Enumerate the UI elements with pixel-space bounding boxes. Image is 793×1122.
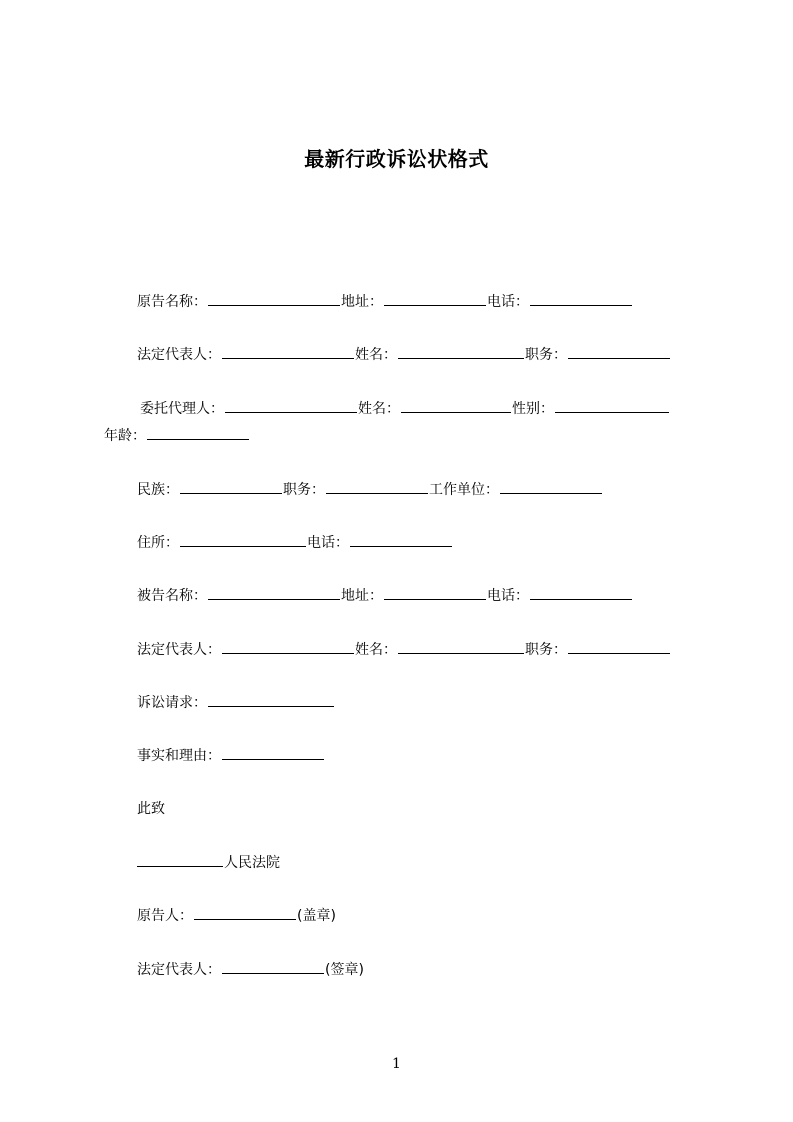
agent-position-blank[interactable] <box>326 480 428 494</box>
legal-rep-label: 法定代表人： <box>137 347 221 363</box>
agent-age-label: 年龄： <box>104 428 146 444</box>
legal-rep-sign-row <box>137 960 364 979</box>
agent-label: 委托代理人： <box>140 401 224 417</box>
seal-label: (盖章) <box>297 908 336 924</box>
work-unit-blank[interactable] <box>500 480 602 494</box>
legal-rep-sign-blank[interactable] <box>222 960 324 974</box>
agent-detail-row <box>137 480 603 499</box>
page-number: 1 <box>392 1056 401 1072</box>
agent-age-row <box>104 426 250 445</box>
defendant-rep-position-label: 职务： <box>525 642 567 658</box>
document-title: 最新行政诉讼状格式 <box>304 147 489 171</box>
facts-blank[interactable] <box>222 746 324 760</box>
plaintiff-phone-blank[interactable] <box>530 292 632 306</box>
plaintiff-address-label: 地址： <box>341 294 383 310</box>
agent-position-label: 职务： <box>283 482 325 498</box>
ethnicity-blank[interactable] <box>180 480 282 494</box>
plaintiff-name-blank[interactable] <box>208 292 340 306</box>
defendant-legal-rep-row <box>137 640 671 659</box>
legal-rep-blank[interactable] <box>222 345 354 359</box>
legal-rep-sign-label: 法定代表人： <box>137 962 221 978</box>
defendant-address-blank[interactable] <box>384 586 486 600</box>
agent-age-blank[interactable] <box>147 426 249 440</box>
agent-row <box>140 399 670 418</box>
agent-name-label: 姓名： <box>358 401 400 417</box>
residence-phone-blank[interactable] <box>350 533 452 547</box>
plaintiff-sign-row <box>137 906 336 925</box>
residence-row <box>137 533 453 552</box>
claims-row <box>137 693 335 712</box>
court-row <box>137 853 280 872</box>
plaintiff-sign-blank[interactable] <box>194 906 296 920</box>
signature-label: (签章) <box>325 962 364 978</box>
defendant-phone-blank[interactable] <box>530 586 632 600</box>
ethnicity-label: 民族： <box>137 482 179 498</box>
plaintiff-address-blank[interactable] <box>384 292 486 306</box>
agent-blank[interactable] <box>225 399 357 413</box>
defendant-phone-label: 电话： <box>487 588 529 604</box>
agent-gender-blank[interactable] <box>555 399 669 413</box>
legal-rep-position-blank[interactable] <box>568 345 670 359</box>
legal-rep-name-blank[interactable] <box>398 345 524 359</box>
plaintiff-legal-rep-row <box>137 345 671 364</box>
residence-label: 住所： <box>137 535 179 551</box>
defendant-name-label: 被告名称： <box>137 588 207 604</box>
salutation: 此致 <box>137 801 165 817</box>
defendant-rep-name-label: 姓名： <box>355 642 397 658</box>
defendant-info-row <box>137 586 633 605</box>
defendant-rep-position-blank[interactable] <box>568 640 670 654</box>
legal-rep-position-label: 职务： <box>525 347 567 363</box>
plaintiff-info-row <box>137 292 633 311</box>
residence-phone-label: 电话： <box>307 535 349 551</box>
court-blank[interactable] <box>137 853 223 867</box>
defendant-name-blank[interactable] <box>208 586 340 600</box>
claims-label: 诉讼请求： <box>137 695 207 711</box>
legal-rep-name-label: 姓名： <box>355 347 397 363</box>
claims-blank[interactable] <box>208 693 334 707</box>
court-label: 人民法院 <box>224 855 280 871</box>
defendant-legal-rep-label: 法定代表人： <box>137 642 221 658</box>
defendant-rep-name-blank[interactable] <box>398 640 524 654</box>
plaintiff-phone-label: 电话： <box>487 294 529 310</box>
residence-blank[interactable] <box>180 533 306 547</box>
work-unit-label: 工作单位： <box>429 482 499 498</box>
agent-gender-label: 性别： <box>512 401 554 417</box>
defendant-address-label: 地址： <box>341 588 383 604</box>
facts-label: 事实和理由： <box>137 748 221 764</box>
defendant-legal-rep-blank[interactable] <box>222 640 354 654</box>
facts-row <box>137 746 325 765</box>
plaintiff-sign-label: 原告人： <box>137 908 193 924</box>
agent-name-blank[interactable] <box>401 399 511 413</box>
plaintiff-name-label: 原告名称： <box>137 294 207 310</box>
